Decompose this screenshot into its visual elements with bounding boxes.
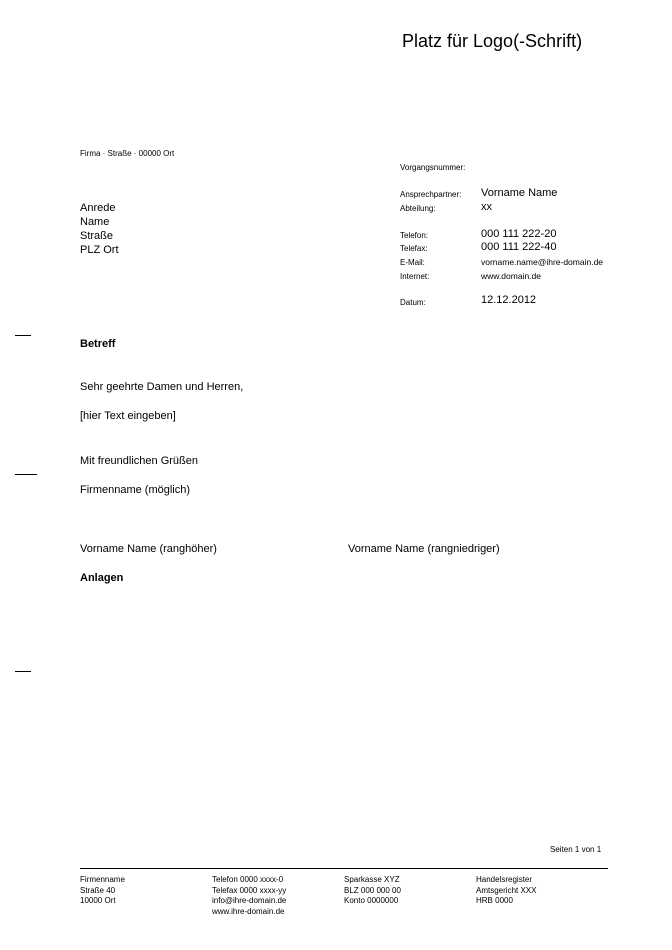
letter-subject: Betreff (80, 338, 116, 350)
phone-value: 000 111 222-20 (481, 228, 557, 240)
footer-register (476, 875, 536, 907)
letter-body: [hier Text eingeben] (80, 410, 176, 422)
footer-company (80, 875, 125, 907)
footer-website: www.ihre-domain.de (212, 906, 285, 916)
footer-company-street: Straße 40 (80, 885, 116, 895)
date-label: Datum: (400, 298, 426, 307)
phone-label: Telefon: (400, 231, 429, 240)
logo-placeholder: Platz für Logo(-Schrift) (402, 31, 583, 51)
recipient-name: Name (80, 216, 110, 228)
department-value: xx (481, 201, 492, 213)
signer-junior: Vorname Name (rangniedriger) (348, 543, 500, 555)
footer-company-city: 10000 Ort (80, 896, 116, 905)
annex-heading: Anlagen (80, 572, 124, 584)
email-value: vorname.name@ihre-domain.de (481, 257, 604, 267)
footer-bank-account: Konto 0000000 (344, 896, 399, 905)
date-value: 12.12.2012 (481, 294, 537, 306)
contact-value: Vorname Name (481, 187, 558, 199)
footer-bank-code: BLZ 000 000 00 (344, 885, 401, 895)
recipient-salutation: Anrede (80, 202, 116, 214)
company-signature: Firmenname (möglich) (80, 484, 191, 496)
internet-label: Internet: (400, 272, 430, 281)
sender-return-line: Firma · Straße · 00000 Ort (80, 149, 175, 158)
email-label: E-Mail: (400, 258, 425, 267)
footer-email: info@ihre-domain.de (212, 896, 287, 905)
contact-label: Ansprechpartner: (400, 190, 462, 199)
footer-bank (344, 875, 401, 907)
footer-company-name: Firmenname (80, 875, 125, 884)
fax-value: 000 111 222-40 (481, 241, 557, 253)
recipient-city: PLZ Ort (80, 244, 119, 256)
signer-senior: Vorname Name (ranghöher) (80, 543, 217, 555)
internet-value: www.domain.de (481, 271, 542, 281)
page-count: Seiten 1 von 1 (550, 845, 602, 854)
reference-label: Vorgangsnummer: (400, 163, 466, 172)
punch-mark (15, 474, 37, 475)
letter-closing: Mit freundlichen Grüßen (80, 455, 198, 467)
recipient-street: Straße (80, 230, 114, 242)
footer-contact (212, 875, 286, 917)
footer-register-court: Amtsgericht XXX (476, 885, 537, 895)
fold-mark-lower (15, 671, 31, 672)
recipient-address (80, 201, 119, 257)
footer-register-number: HRB 0000 (476, 896, 513, 905)
footer-divider (80, 868, 608, 869)
letter-greeting: Sehr geehrte Damen und Herren, (80, 381, 244, 393)
fax-label: Telefax: (400, 244, 428, 253)
footer-bank-name: Sparkasse XYZ (344, 875, 400, 884)
footer-fax: Telefax 0000 xxxx-yy (212, 885, 287, 895)
footer-register-title: Handelsregister (476, 875, 533, 884)
footer-phone: Telefon 0000 xxxx-0 (212, 875, 284, 884)
fold-mark-upper (15, 335, 31, 336)
department-label: Abteilung: (400, 204, 436, 213)
